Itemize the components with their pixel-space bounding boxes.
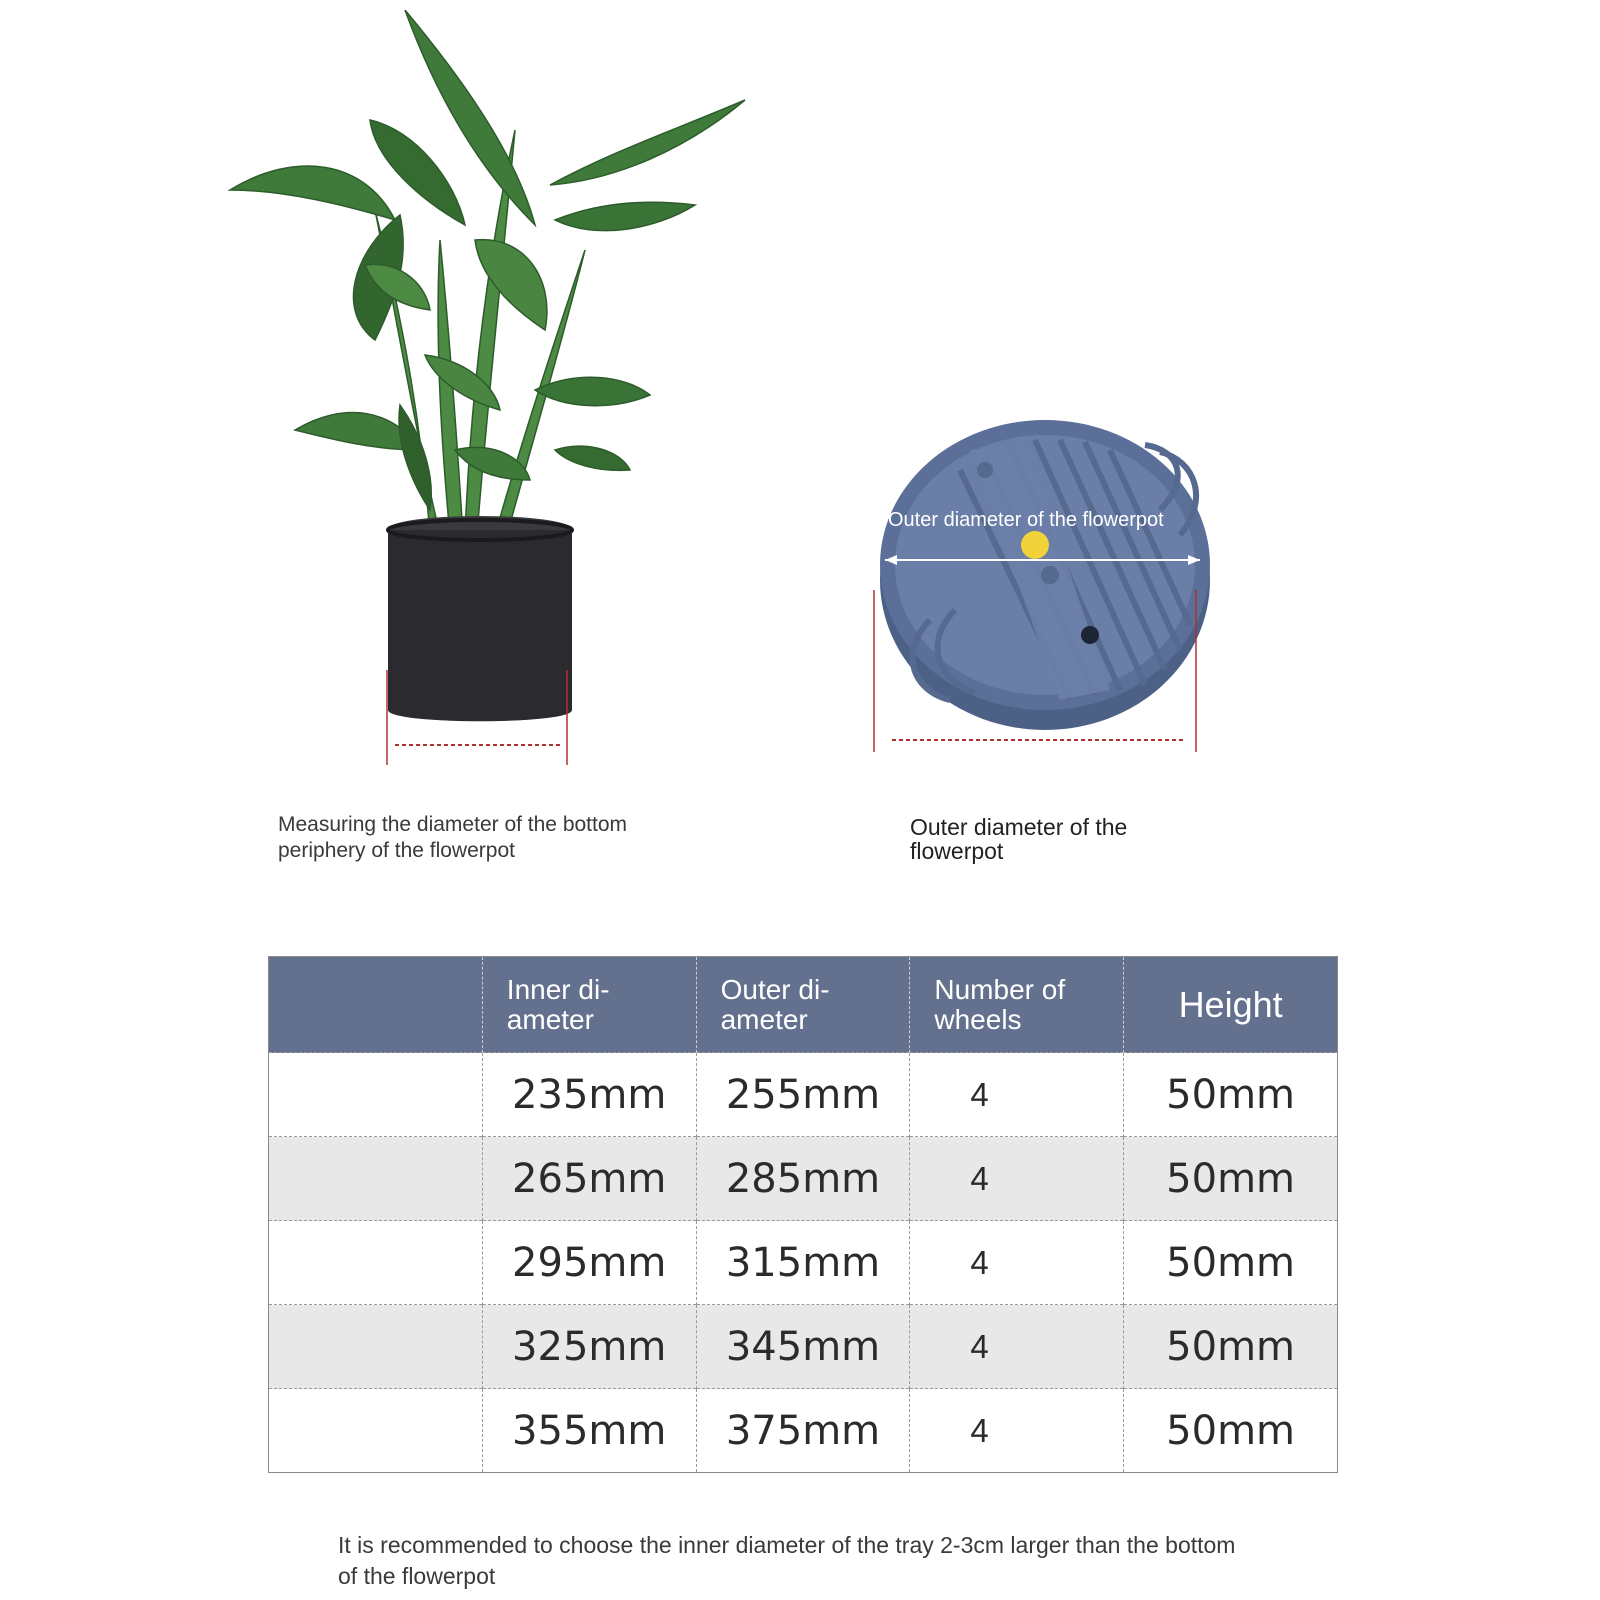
wheels-cell: 4 [910, 1305, 1124, 1389]
inner-diameter-cell: 355mm [482, 1389, 696, 1473]
height-cell: 50mm [1124, 1221, 1338, 1305]
inner-diameter-cell: 295mm [482, 1221, 696, 1305]
recommendation-note: It is recommended to choose the inner diameter of the tray 2-3cm larger than the bottom of the flowerpot [338, 1532, 1236, 1589]
row-label [269, 1221, 483, 1305]
outer-diameter-cell: 375mm [696, 1389, 910, 1473]
wheels-cell: 4 [910, 1053, 1124, 1137]
spec-table [268, 956, 1338, 1473]
header-inner-diameter: Inner di-ameter [482, 957, 696, 1053]
height-cell: 50mm [1124, 1137, 1338, 1221]
table-row [269, 1305, 1338, 1389]
tray-overlay-label: Outer diameter of the flowerpot [888, 509, 1164, 531]
tray-illustration [860, 400, 1230, 780]
table-row [269, 1389, 1338, 1473]
header-outer-diameter: Outer di-ameter [696, 957, 910, 1053]
tray-caption: Outer diameter of the flowerpot [910, 814, 1128, 864]
outer-diameter-cell: 345mm [696, 1305, 910, 1389]
row-label [269, 1053, 483, 1137]
height-cell: 50mm [1124, 1305, 1338, 1389]
row-label [269, 1137, 483, 1221]
height-cell: 50mm [1124, 1053, 1338, 1137]
pot-caption: Measuring the diameter of the bottom periphery of the flowerpot [278, 813, 628, 862]
header-height: Height [1124, 957, 1338, 1053]
inner-diameter-cell: 325mm [482, 1305, 696, 1389]
plant-illustration [225, 10, 765, 780]
inner-diameter-cell: 235mm [482, 1053, 696, 1137]
row-label [269, 1305, 483, 1389]
height-cell: 50mm [1124, 1389, 1338, 1473]
table-row [269, 1137, 1338, 1221]
outer-diameter-cell: 315mm [696, 1221, 910, 1305]
row-label [269, 1389, 483, 1473]
wheels-cell: 4 [910, 1137, 1124, 1221]
outer-diameter-cell: 255mm [696, 1053, 910, 1137]
tray-figure [860, 400, 1230, 780]
inner-diameter-cell: 265mm [482, 1137, 696, 1221]
plant-pot-figure [225, 10, 765, 780]
table-row [269, 1221, 1338, 1305]
table-row [269, 1053, 1338, 1137]
wheels-cell: 4 [910, 1389, 1124, 1473]
header-blank [269, 957, 483, 1053]
table-header-row [269, 957, 1338, 1053]
header-wheels: Number of wheels [910, 957, 1124, 1053]
outer-diameter-cell: 285mm [696, 1137, 910, 1221]
wheels-cell: 4 [910, 1221, 1124, 1305]
